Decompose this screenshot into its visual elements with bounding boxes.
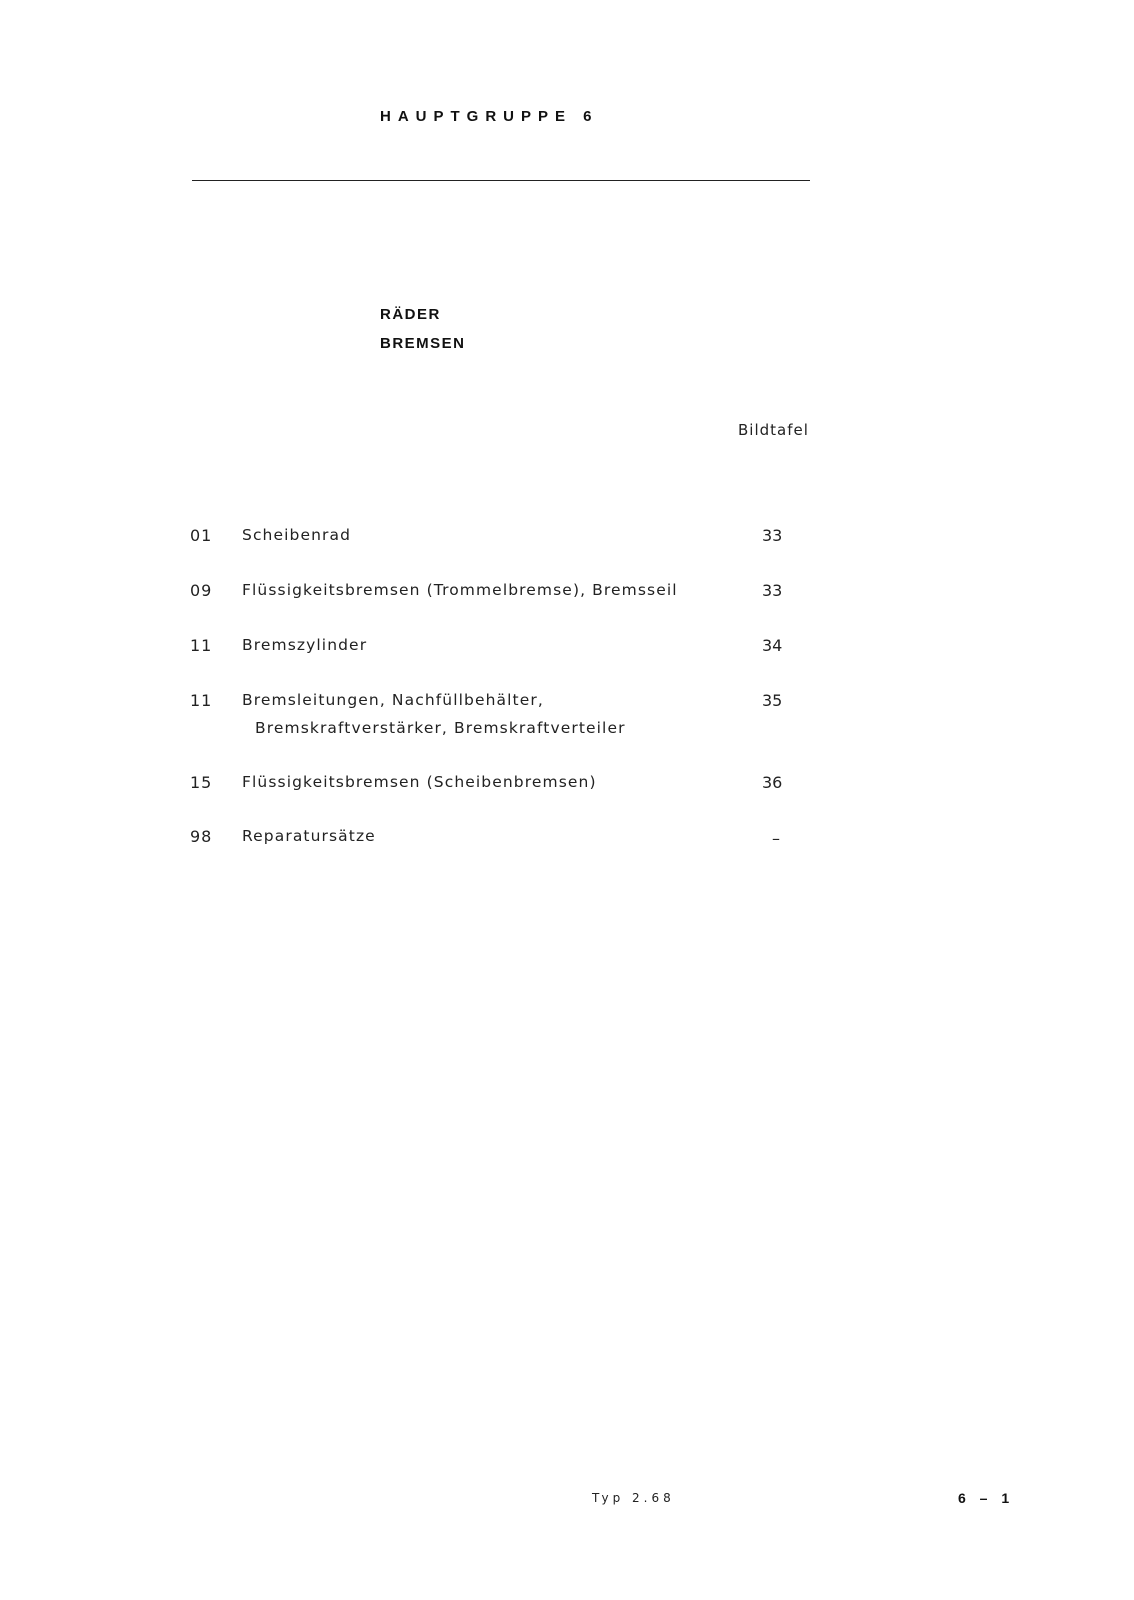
- group-number: 11: [190, 636, 213, 655]
- section-title-wheels: RÄDER: [380, 306, 441, 323]
- group-description: Flüssigkeitsbremsen (Trommelbremse), Bremsseil: [242, 581, 678, 599]
- group-number: 98: [190, 827, 213, 846]
- footer-page-number: 6 – 1: [958, 1490, 1015, 1506]
- section-title-brakes: BREMSEN: [380, 335, 466, 352]
- plate-number: –: [772, 829, 780, 848]
- contents-row: [0, 636, 1134, 676]
- group-description: Bremszylinder: [242, 636, 368, 654]
- group-description: Bremsleitungen, Nachfüllbehälter,: [242, 691, 544, 709]
- contents-row: [0, 773, 1134, 813]
- group-number: 11: [190, 691, 213, 710]
- heading-rule: [192, 180, 810, 181]
- main-group-heading: HAUPTGRUPPE 6: [380, 108, 599, 125]
- plate-number: 33: [762, 526, 783, 545]
- contents-row: [0, 581, 1134, 621]
- contents-row: [0, 691, 1134, 761]
- contents-row: [0, 526, 1134, 566]
- group-description: Reparatursätze: [242, 827, 376, 845]
- footer-type-date: Typ 2.68: [592, 1491, 675, 1505]
- group-description: Flüssigkeitsbremsen (Scheibenbremsen): [242, 773, 597, 791]
- plate-column-header: Bildtafel: [738, 421, 809, 439]
- plate-number: 34: [762, 636, 783, 655]
- group-description-continued: Bremskraftverstärker, Bremskraftverteiler: [255, 719, 626, 737]
- plate-number: 36: [762, 773, 783, 792]
- plate-number: 33: [762, 581, 783, 600]
- plate-number: 35: [762, 691, 783, 710]
- group-number: 09: [190, 581, 213, 600]
- group-number: 15: [190, 773, 213, 792]
- contents-row: [0, 827, 1134, 867]
- group-number: 01: [190, 526, 213, 545]
- group-description: Scheibenrad: [242, 526, 352, 544]
